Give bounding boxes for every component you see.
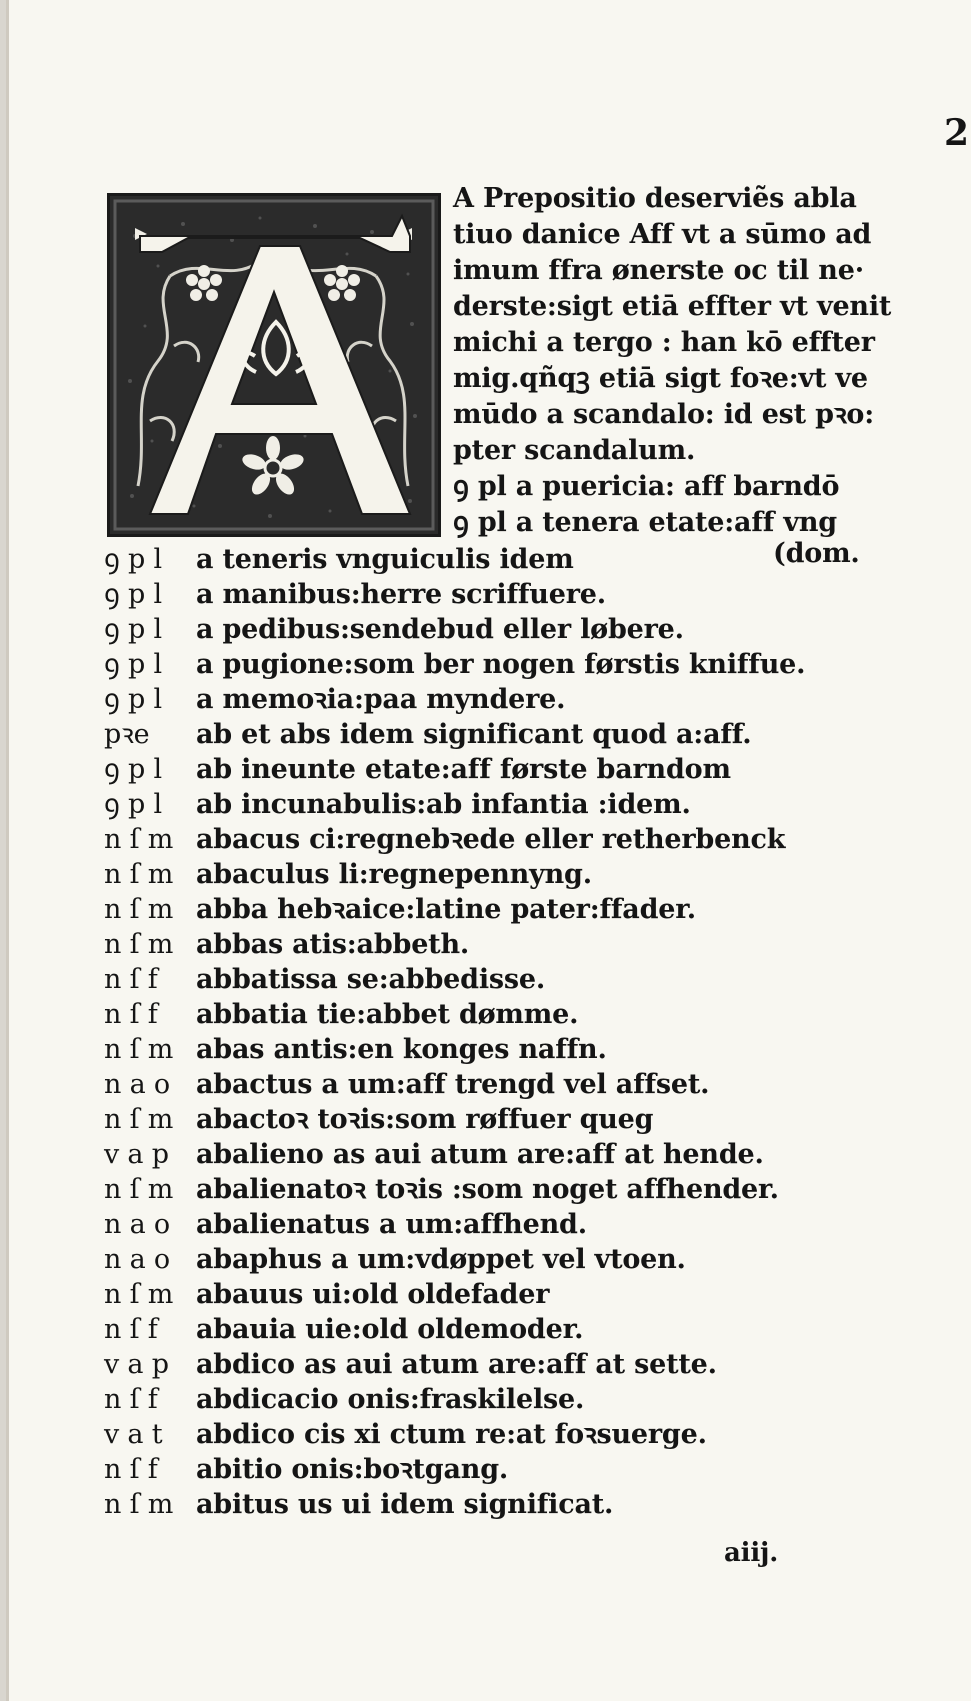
dictionary-entry — [104, 857, 592, 892]
entry-definition: ab incunabulis:ab infantia :idem. — [196, 789, 691, 820]
entry-abbreviation: n ſ f — [104, 1384, 158, 1415]
intro-line-9: ꝯ pl a puericia: aff barndō — [453, 471, 840, 502]
entry-definition: abactus a um:aff trengd vel affset. — [196, 1069, 710, 1100]
entry-definition: ab ineunte etate:aff første barndom — [196, 754, 731, 785]
entry-definition: abalienatus a um:affhend. — [196, 1209, 587, 1240]
side-note: (dom. — [773, 538, 860, 569]
entry-definition: abdico as aui atum are:aff at sette. — [196, 1349, 717, 1380]
dictionary-entry — [104, 647, 805, 682]
entry-abbreviation: n ſ m — [104, 1279, 174, 1310]
dictionary-entry — [104, 787, 691, 822]
entry-definition: abbatia tie:abbet dømme. — [196, 999, 579, 1030]
entry-definition: a teneris vnguiculis idem — [196, 544, 574, 575]
entry-abbreviation: n ſ m — [104, 1034, 174, 1065]
entry-abbreviation: n ſ f — [104, 1454, 158, 1485]
entry-abbreviation: v a t — [104, 1419, 163, 1450]
initial-letter-a-ornament — [110, 196, 438, 534]
entry-definition: a pugione:som ber nogen førstis kniffue. — [196, 649, 806, 680]
entry-definition: abaphus a um:vdøppet vel vtoen. — [196, 1244, 686, 1275]
dictionary-entry — [104, 962, 545, 997]
entry-abbreviation: n ſ f — [104, 1314, 158, 1345]
entry-abbreviation: n ſ f — [104, 999, 158, 1030]
dictionary-entry — [104, 1277, 549, 1312]
entry-definition: abaculus li:regnepennyng. — [196, 859, 592, 890]
catchword: aiij. — [724, 1538, 779, 1568]
dictionary-entry — [104, 892, 696, 927]
dictionary-entry — [104, 1382, 584, 1417]
entry-definition: abalienatoꝛ toꝛis :som noget affhender. — [196, 1174, 779, 1205]
page-number: 2 — [944, 112, 969, 154]
dictionary-entry — [104, 752, 731, 787]
entry-definition: abba hebꝛaice:latine pater:ffader. — [196, 894, 697, 925]
dictionary-entry — [104, 542, 574, 577]
dictionary-entry — [104, 1312, 583, 1347]
entry-definition: abauus ui:old oldefader — [196, 1279, 550, 1310]
entry-abbreviation: ꝯ p l — [104, 579, 162, 610]
entry-abbreviation: n ſ f — [104, 964, 158, 995]
dictionary-entry — [104, 1032, 607, 1067]
intro-line-10: ꝯ pl a tenera etate:aff vng — [453, 507, 837, 538]
dictionary-entry — [104, 927, 469, 962]
entry-abbreviation: n ſ m — [104, 1489, 174, 1520]
entry-definition: a memoꝛia:paa myndere. — [196, 684, 566, 715]
entry-abbreviation: n a o — [104, 1209, 170, 1240]
entry-abbreviation: n ſ m — [104, 929, 174, 960]
entry-definition: abacus ci:regnebꝛede eller retherbenck — [196, 824, 786, 855]
entry-abbreviation: ꝯ p l — [104, 684, 162, 715]
dictionary-entry — [104, 1347, 717, 1382]
entry-definition: abitio onis:boꝛtgang. — [196, 1454, 509, 1485]
dictionary-entry — [104, 1102, 653, 1137]
decorated-initial-a — [107, 193, 441, 537]
intro-line-7: mūdo a scandalo: id est pꝛo: — [453, 399, 874, 430]
entry-definition: abactoꝛ toꝛis:som røffuer queg — [196, 1104, 654, 1135]
dictionary-entry — [104, 822, 785, 857]
entry-abbreviation: v a p — [104, 1139, 169, 1170]
entry-abbreviation: ꝯ p l — [104, 544, 162, 575]
entry-definition: abitus us ui idem significat. — [196, 1489, 614, 1520]
entry-abbreviation: n ſ m — [104, 1174, 174, 1205]
entry-abbreviation: n ſ m — [104, 1104, 174, 1135]
dictionary-entry — [104, 997, 578, 1032]
entry-definition: ab et abs idem significant quod a:aff. — [196, 719, 752, 750]
entry-abbreviation: pꝛe — [104, 719, 150, 750]
dictionary-entry — [104, 1137, 764, 1172]
intro-line-2: tiuo danice Aff vt a sūmo ad — [453, 219, 872, 250]
entry-definition: abbatissa se:abbedisse. — [196, 964, 546, 995]
entry-definition: abauia uie:old oldemoder. — [196, 1314, 584, 1345]
dictionary-entry — [104, 1487, 613, 1522]
entry-definition: abdico cis xi ctum re:at foꝛsuerge. — [196, 1419, 707, 1450]
dictionary-entry — [104, 717, 751, 752]
dictionary-entry — [104, 612, 684, 647]
entry-abbreviation: v a p — [104, 1349, 169, 1380]
entry-definition: abdicacio onis:fraskilelse. — [196, 1384, 585, 1415]
entry-abbreviation: ꝯ p l — [104, 614, 162, 645]
dictionary-entry — [104, 1172, 779, 1207]
entry-abbreviation: ꝯ p l — [104, 649, 162, 680]
entry-abbreviation: ꝯ p l — [104, 754, 162, 785]
intro-line-3: imum ffra ønerste oc til ne· — [453, 255, 864, 286]
intro-line-5: michi a tergo : han kō effter — [453, 327, 875, 358]
entry-definition: abas antis:en konges naffn. — [196, 1034, 607, 1065]
dictionary-entry — [104, 577, 606, 612]
dictionary-entry — [104, 1417, 707, 1452]
book-page — [6, 0, 971, 1701]
dictionary-entry — [104, 1242, 686, 1277]
intro-line-6: mig.qñqꝫ etiā sigt foꝛe:vt ve — [453, 363, 868, 394]
intro-line-8: pter scandalum. — [453, 435, 696, 466]
entry-abbreviation: n ſ m — [104, 824, 174, 855]
entry-abbreviation: ꝯ p l — [104, 789, 162, 820]
entry-abbreviation: n ſ m — [104, 894, 174, 925]
dictionary-entry — [104, 1452, 508, 1487]
entry-abbreviation: n ſ m — [104, 859, 174, 890]
entry-definition: abbas atis:abbeth. — [196, 929, 470, 960]
entry-abbreviation: n a o — [104, 1244, 170, 1275]
entry-abbreviation: n a o — [104, 1069, 170, 1100]
dictionary-entry — [104, 1067, 709, 1102]
dictionary-entry — [104, 1207, 587, 1242]
entry-definition: abalieno as aui atum are:aff at hende. — [196, 1139, 764, 1170]
entry-definition: a manibus:herre scriffuere. — [196, 579, 606, 610]
intro-line-4: derste:sigt etiā effter vt venit — [453, 291, 892, 322]
intro-line-1: A Prepositio deserviẽs abla — [453, 183, 857, 214]
dictionary-entry — [104, 682, 565, 717]
entry-definition: a pedibus:sendebud eller løbere. — [196, 614, 684, 645]
